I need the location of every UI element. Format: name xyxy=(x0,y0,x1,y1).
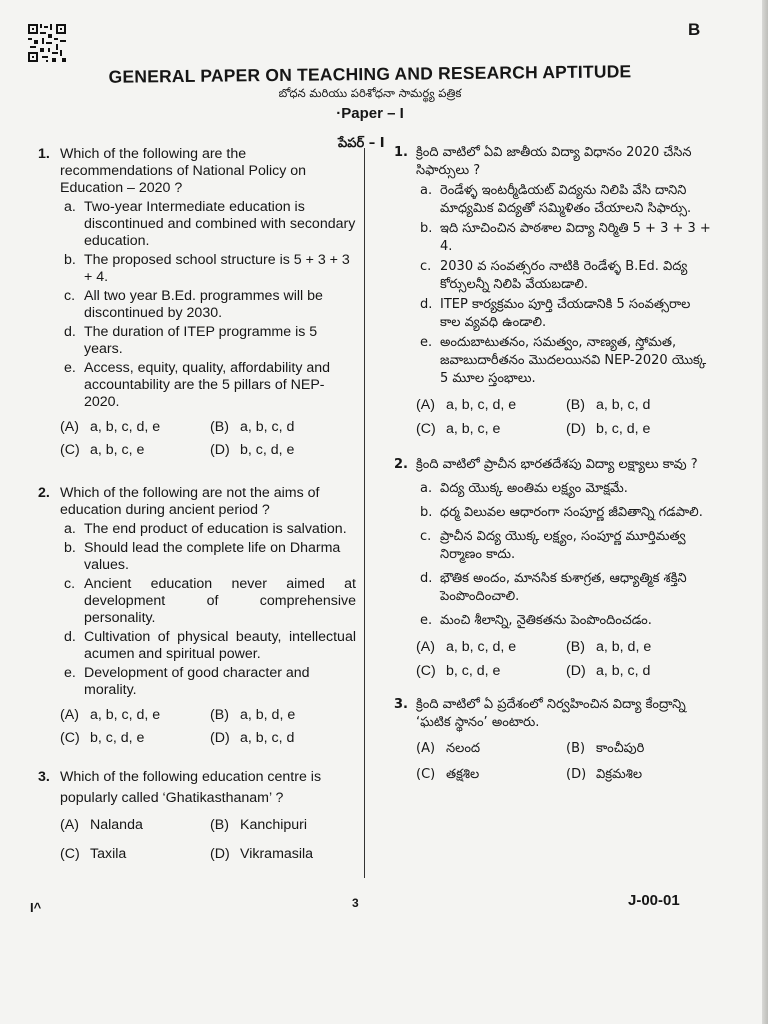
paper-label-telugu: పేపర్ – I xyxy=(338,136,385,151)
option-a: (A) నలంద xyxy=(416,741,481,756)
question-1-telugu xyxy=(394,144,712,438)
list-item: b. ధర్మ విలువల ఆధారంగా సంపూర్ణ జీవితాన్ని గడపాలి. xyxy=(420,505,703,520)
title-block xyxy=(80,61,660,122)
list-item: b. The proposed school structure is 5 + 3 + 3 + 4. xyxy=(64,252,350,285)
list-item: d. Cultivation of physical beauty, intellectual acumen and spiritual power. xyxy=(64,629,356,662)
english-column xyxy=(38,146,356,863)
question-number: 2. xyxy=(38,485,50,501)
list-item: a. Two-year Intermediate education is discontinued and combined with secondary education. xyxy=(64,199,356,249)
answer-options xyxy=(60,817,356,863)
option-b: (B) a, b, d, e xyxy=(210,707,296,723)
answer-options xyxy=(60,419,356,459)
option-b: (B) Kanchipuri xyxy=(210,817,308,833)
question-2 xyxy=(38,485,356,747)
qr-code-icon xyxy=(28,24,66,62)
page-title-telugu: బోధన మరియు పరిశోధనా సామర్థ్య పత్రిక xyxy=(278,86,462,100)
question-number: 1. xyxy=(38,146,50,162)
list-item: d. ITEP కార్యక్రమం పూర్తి చేయడానికి 5 సంవత్సరాల కాల వ్యవధి ఉండాలి. xyxy=(420,297,691,330)
page-title: GENERAL PAPER ON TEACHING AND RESEARCH APTITUDE xyxy=(108,61,632,87)
question-2-telugu xyxy=(394,456,712,680)
list-item: c. Ancient education never aimed at development of comprehensive personality. xyxy=(64,576,356,626)
footer-mark: I^ xyxy=(30,900,42,915)
option-a: (A) a, b, c, d, e xyxy=(60,707,161,723)
question-3-telugu xyxy=(394,696,712,784)
option-c: (C) a, b, c, e xyxy=(60,442,145,458)
question-3 xyxy=(38,767,356,863)
answer-options xyxy=(416,740,712,784)
option-b: (B) a, b, d, e xyxy=(566,639,652,655)
list-item: e. అందుబాటుతనం, సమత్వం, నాణ్యత, స్తోమత, జవాబుదారీతనం మొదలయినవి NEP-2020 యొక్క 5 మూల స్తంభాలు. xyxy=(420,335,707,386)
option-b: (B) a, b, c, d xyxy=(566,397,651,413)
question-1 xyxy=(38,146,356,459)
list-item: a. The end product of education is salvation. xyxy=(64,521,347,537)
list-item: d. భౌతిక అందం, మానసిక కుశాగ్రత, ఆధ్యాత్మిక శక్తిని పెంపొందించాలి. xyxy=(420,571,687,604)
paper-label: ·Paper – I xyxy=(336,105,404,122)
booklet-code: J-00-01 xyxy=(628,892,680,909)
answer-options xyxy=(60,707,356,747)
series-letter: B xyxy=(688,20,701,39)
question-number: 3. xyxy=(394,697,408,712)
page-edge xyxy=(762,0,768,1024)
option-c: (C) a, b, c, e xyxy=(416,421,501,437)
question-number: 3. xyxy=(38,769,50,785)
question-text: క్రింది వాటిలో ఏ ప్రదేశంలో నిర్వహించిన విద్యా కేంద్రాన్ని ‘ఘటిక స్థానం’ అంటారు. xyxy=(416,697,686,730)
page-number: 3 xyxy=(352,896,359,910)
option-c: (C) b, c, d, e xyxy=(60,730,145,746)
option-b: (B) a, b, c, d xyxy=(210,419,295,435)
question-text: క్రింది వాటిలో ఏవి జాతీయ విద్యా విధానం 2020 చేసిన సిఫార్సులు ? xyxy=(416,145,692,178)
option-d: (D) b, c, d, e xyxy=(210,442,295,458)
list-item: b. ఇది సూచించిన పాఠశాల విద్యా నిర్మితి 5 + 3 + 3 + 4. xyxy=(420,221,711,254)
question-text: క్రింది వాటిలో ప్రాచీన భారతదేశపు విద్యా లక్ష్యాలు కావు ? xyxy=(416,457,698,472)
list-item: d. The duration of ITEP programme is 5 years. xyxy=(64,324,318,357)
list-item: a. రెండేళ్ళ ఇంటర్మీడియట్ విద్యను నిలిపి వేసి దానిని మాధ్యమిక విద్యతో సమ్మిళితం చేయాలని సిఫార్సు. xyxy=(420,183,692,216)
option-c: (C) తక్షశిల xyxy=(416,767,480,782)
option-d: (D) b, c, d, e xyxy=(566,421,651,437)
question-number: 1. xyxy=(394,145,408,160)
answer-options xyxy=(416,396,712,438)
option-b: (B) కాంచీపురి xyxy=(566,741,645,756)
list-item: c. 2030 వ సంవత్సరం నాటికి రెండేళ్ళ B.Ed. విద్య కోర్సులన్నీ నిలిపి వేయబడాలి. xyxy=(420,259,688,292)
option-d: (D) విక్రమశిల xyxy=(566,767,643,782)
option-a: (A) a, b, c, d, e xyxy=(60,419,161,435)
list-item: e. మంచి శీలాన్ని, నైతికతను పెంపొందించడం. xyxy=(420,613,652,628)
question-number: 2. xyxy=(394,457,408,472)
list-item: c. ప్రాచీన విద్య యొక్క లక్ష్యం, సంపూర్ణ మూర్తిమత్వ నిర్మాణం కాదు. xyxy=(420,529,686,562)
option-c: (C) b, c, d, e xyxy=(416,663,501,679)
question-text: Which of the following education centre is popularly called ‘Ghatikasthanam’ ? xyxy=(60,769,322,806)
option-c: (C) Taxila xyxy=(60,846,127,862)
question-text: Which of the following are not the aims of education during ancient period ? xyxy=(60,485,320,518)
option-a: (A) a, b, c, d, e xyxy=(416,397,517,413)
question-text: Which of the following are the recommendations of National Policy on Education – 2020 ? xyxy=(60,146,307,196)
option-d: (D) a, b, c, d xyxy=(566,663,651,679)
list-item: a. విద్య యొక్క అంతిమ లక్ష్యం మోక్షమే. xyxy=(420,481,628,496)
list-item: e. Access, equity, quality, affordability and accountability are the 5 pillars of NEP-2020. xyxy=(64,360,331,410)
column-divider xyxy=(364,148,365,878)
option-a: (A) a, b, c, d, e xyxy=(416,639,517,655)
answer-options xyxy=(416,638,712,680)
option-a: (A) Nalanda xyxy=(60,817,143,833)
list-item: e. Development of good character and morality. xyxy=(64,665,310,698)
option-d: (D) a, b, c, d xyxy=(210,730,295,746)
option-d: (D) Vikramasila xyxy=(210,846,314,862)
list-item: b. Should lead the complete life on Dharma values. xyxy=(64,540,341,573)
list-item: c. All two year B.Ed. programmes will be discontinued by 2030. xyxy=(64,288,323,321)
telugu-column xyxy=(394,144,712,784)
